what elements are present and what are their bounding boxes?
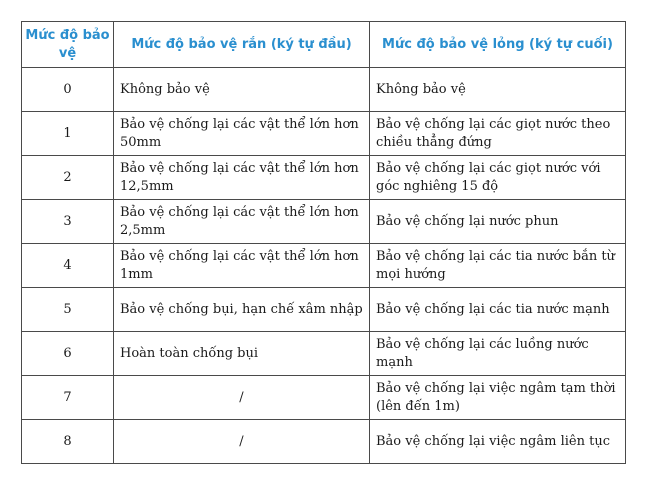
table-row xyxy=(22,376,626,420)
table-row xyxy=(22,112,626,156)
liquid-cell: Bảo vệ chống lại các tia nước bắn từ mọi hướng xyxy=(370,244,626,288)
table-row xyxy=(22,420,626,464)
header-liquid: Mức độ bảo vệ lỏng (ký tự cuối) xyxy=(370,22,626,68)
table-row xyxy=(22,200,626,244)
liquid-cell: Bảo vệ chống lại nước phun xyxy=(370,200,626,244)
header-solid: Mức độ bảo vệ rắn (ký tự đầu) xyxy=(114,22,370,68)
header-level: Mức độ bảo vệ xyxy=(22,22,114,68)
solid-cell: Hoàn toàn chống bụi xyxy=(114,332,370,376)
solid-cell: Bảo vệ chống lại các vật thể lớn hơn 2,5mm xyxy=(114,200,370,244)
table-row xyxy=(22,288,626,332)
liquid-cell: Bảo vệ chống lại các luồng nước mạnh xyxy=(370,332,626,376)
table-row xyxy=(22,244,626,288)
solid-cell: / xyxy=(114,420,370,464)
solid-cell: Bảo vệ chống lại các vật thể lớn hơn 1mm xyxy=(114,244,370,288)
level-cell: 1 xyxy=(22,112,114,156)
liquid-cell: Bảo vệ chống lại các giọt nước với góc nghiêng 15 độ xyxy=(370,156,626,200)
table-row xyxy=(22,68,626,112)
liquid-cell: Bảo vệ chống lại việc ngâm liên tục xyxy=(370,420,626,464)
solid-cell: / xyxy=(114,376,370,420)
level-cell: 4 xyxy=(22,244,114,288)
liquid-cell: Bảo vệ chống lại các tia nước mạnh xyxy=(370,288,626,332)
solid-cell: Bảo vệ chống bụi, hạn chế xâm nhập xyxy=(114,288,370,332)
level-cell: 0 xyxy=(22,68,114,112)
level-cell: 6 xyxy=(22,332,114,376)
liquid-cell: Bảo vệ chống lại việc ngâm tạm thời (lên đến 1m) xyxy=(370,376,626,420)
solid-cell: Bảo vệ chống lại các vật thể lớn hơn 50mm xyxy=(114,112,370,156)
level-cell: 7 xyxy=(22,376,114,420)
level-cell: 5 xyxy=(22,288,114,332)
table-row xyxy=(22,332,626,376)
level-cell: 2 xyxy=(22,156,114,200)
table-row xyxy=(22,156,626,200)
ip-rating-table xyxy=(21,21,626,464)
header-row xyxy=(22,22,626,68)
level-cell: 8 xyxy=(22,420,114,464)
liquid-cell: Bảo vệ chống lại các giọt nước theo chiều thẳng đứng xyxy=(370,112,626,156)
liquid-cell: Không bảo vệ xyxy=(370,68,626,112)
level-cell: 3 xyxy=(22,200,114,244)
solid-cell: Bảo vệ chống lại các vật thể lớn hơn 12,5mm xyxy=(114,156,370,200)
solid-cell: Không bảo vệ xyxy=(114,68,370,112)
